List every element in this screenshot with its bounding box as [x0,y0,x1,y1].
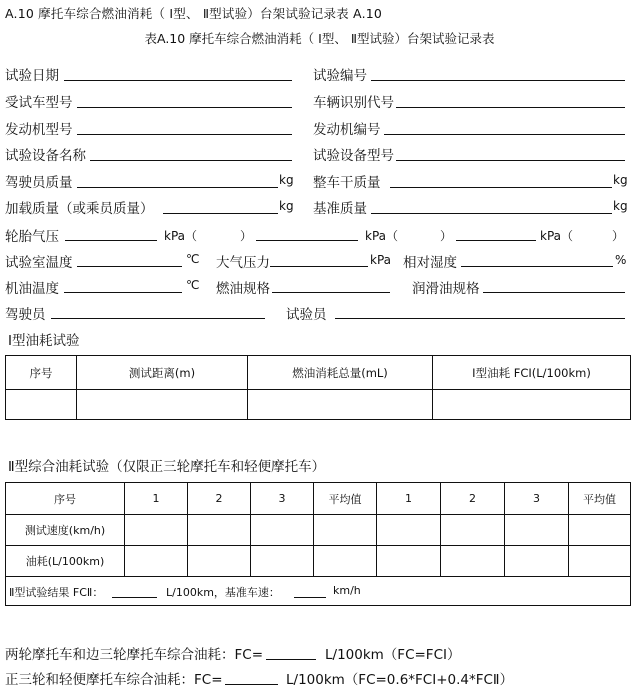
type2-header-2b: 2 [441,483,505,515]
type2-cell[interactable] [441,546,505,577]
equipment-name-field[interactable] [90,160,292,161]
equipment-name-label: 试验设备名称 [5,148,86,164]
load-mass-unit: kg [279,199,294,213]
engine-no-label: 发动机编号 [313,122,381,138]
room-temp-field[interactable] [77,266,182,267]
ref-mass-unit: kg [613,199,628,213]
atm-pressure-label: 大气压力 [216,255,270,271]
tester-field[interactable] [335,318,625,319]
vin-label: 车辆识别代号 [313,95,394,111]
oil-temp-field[interactable] [64,292,182,293]
tire-pressure-close-1: ） [240,229,253,243]
type2-ref-speed-field[interactable] [294,597,326,598]
test-no-field[interactable] [371,80,625,81]
type2-cell[interactable] [125,515,188,546]
ref-mass-label: 基准质量 [313,201,367,217]
type2-cell[interactable] [505,546,569,577]
tire-pressure-close-2: ） [440,229,453,243]
load-mass-label: 加载质量（或乘员质量） [5,201,154,217]
type2-result-label: Ⅱ型试验结果 FCⅡ： [9,586,104,599]
formula-line2-label: 正三轮和轻便摩托车综合油耗：FC= [5,672,223,688]
room-temp-unit: ℃ [186,252,200,266]
type2-table [5,482,631,577]
type2-cell[interactable] [377,515,441,546]
type2-cell[interactable] [314,546,377,577]
equipment-model-field[interactable] [396,160,625,161]
type2-cell[interactable] [569,515,631,546]
test-date-field[interactable] [64,80,292,81]
vehicle-model-label: 受试车型号 [5,95,73,111]
type2-header-3a: 3 [251,483,314,515]
type2-header-2a: 2 [188,483,251,515]
driver-mass-label: 驾驶员质量 [5,175,73,191]
type2-row-speed-label: 测试速度(km/h) [6,515,125,546]
type2-cell[interactable] [188,546,251,577]
humidity-label: 相对湿度 [403,255,457,271]
curb-mass-field[interactable] [390,187,612,188]
humidity-field[interactable] [461,266,613,267]
lube-spec-label: 润滑油规格 [412,281,480,297]
fuel-spec-label: 燃油规格 [216,281,270,297]
test-no-label: 试验编号 [313,68,367,84]
fuel-spec-field[interactable] [272,292,390,293]
tire-pressure-close-3: ） [612,229,625,243]
engine-model-label: 发动机型号 [5,122,73,138]
type1-cell-fuel-total[interactable] [248,390,433,420]
vehicle-model-field[interactable] [77,107,292,108]
type2-header-3b: 3 [505,483,569,515]
type2-speed-unit: km/h [333,584,361,597]
type2-header-avg-a: 平均值 [314,483,377,515]
tire-pressure-unit-3: kPa（ [540,229,574,243]
type2-cell[interactable] [505,515,569,546]
formula-line2-tail: L/100km（FC=0.6*FCⅠ+0.4*FCⅡ） [286,672,514,688]
formula-line1-field[interactable] [266,659,316,660]
ref-mass-field[interactable] [371,213,612,214]
type2-cell[interactable] [251,546,314,577]
room-temp-label: 试验室温度 [5,255,73,271]
type2-row-fuel-label: 油耗(L/100km) [6,546,125,577]
atm-pressure-unit: kPa [370,253,391,267]
vin-field[interactable] [396,107,625,108]
formula-line2-field[interactable] [225,684,278,685]
tire-pressure-label: 轮胎气压 [5,229,59,245]
tire-pressure-field-1[interactable] [65,240,157,241]
type2-header-no: 序号 [6,483,125,515]
oil-temp-unit: ℃ [186,278,200,292]
type2-header-1b: 1 [377,483,441,515]
engine-model-field[interactable] [77,134,292,135]
driver-field[interactable] [51,318,265,319]
tire-pressure-field-2[interactable] [256,240,358,241]
type1-header-fuel-total: 燃油消耗总量(mL) [248,356,433,390]
formula-line1-label: 两轮摩托车和边三轮摩托车综合油耗：FC= [5,647,264,663]
type1-header-distance: 测试距离(m) [77,356,248,390]
atm-pressure-field[interactable] [270,266,368,267]
type2-header-avg-b: 平均值 [569,483,631,515]
type1-table [5,355,631,420]
page-title: 表A.10 摩托车综合燃油消耗（ Ⅰ型、 Ⅱ型试验）台架试验记录表 [144,31,495,46]
humidity-unit: % [615,253,627,267]
type1-cell-fc1[interactable] [433,390,631,420]
tire-pressure-unit-1: kPa（ [164,229,198,243]
type2-cell[interactable] [125,546,188,577]
driver-mass-unit: kg [279,173,294,187]
type2-cell[interactable] [441,515,505,546]
type1-header-fc1: Ⅰ型油耗 FCⅠ(L/100km) [433,356,631,390]
tire-pressure-unit-2: kPa（ [365,229,399,243]
type2-result-unit: L/100km，基准车速： [166,586,280,599]
tester-label: 试验员 [286,307,327,323]
curb-mass-unit: kg [613,173,628,187]
driver-mass-field[interactable] [77,187,278,188]
driver-label: 驾驶员 [5,307,46,323]
equipment-model-label: 试验设备型号 [313,148,394,164]
type2-cell[interactable] [569,546,631,577]
formula-line1-tail: L/100km（FC=FCⅠ） [325,647,461,663]
type2-cell[interactable] [251,515,314,546]
test-date-label: 试验日期 [5,68,59,84]
load-mass-field[interactable] [163,213,278,214]
type1-section-title: Ⅰ型油耗试验 [8,333,80,349]
lube-spec-field[interactable] [483,292,625,293]
type1-cell-distance[interactable] [77,390,248,420]
header-reference: A.10 摩托车综合燃油消耗（ Ⅰ型、 Ⅱ型试验）台架试验记录表 A.10 [5,6,383,21]
type1-header-no: 序号 [6,356,77,390]
type2-cell[interactable] [377,546,441,577]
tire-pressure-field-3[interactable] [456,240,536,241]
type2-header-1a: 1 [125,483,188,515]
curb-mass-label: 整车干质量 [313,175,381,191]
type2-cell[interactable] [314,515,377,546]
engine-no-field[interactable] [384,134,625,135]
type2-result-field[interactable] [112,597,157,598]
type1-cell-no[interactable] [6,390,77,420]
type2-section-title: Ⅱ型综合油耗试验（仅限正三轮摩托车和轻便摩托车） [8,459,326,475]
oil-temp-label: 机油温度 [5,281,59,297]
type2-cell[interactable] [188,515,251,546]
